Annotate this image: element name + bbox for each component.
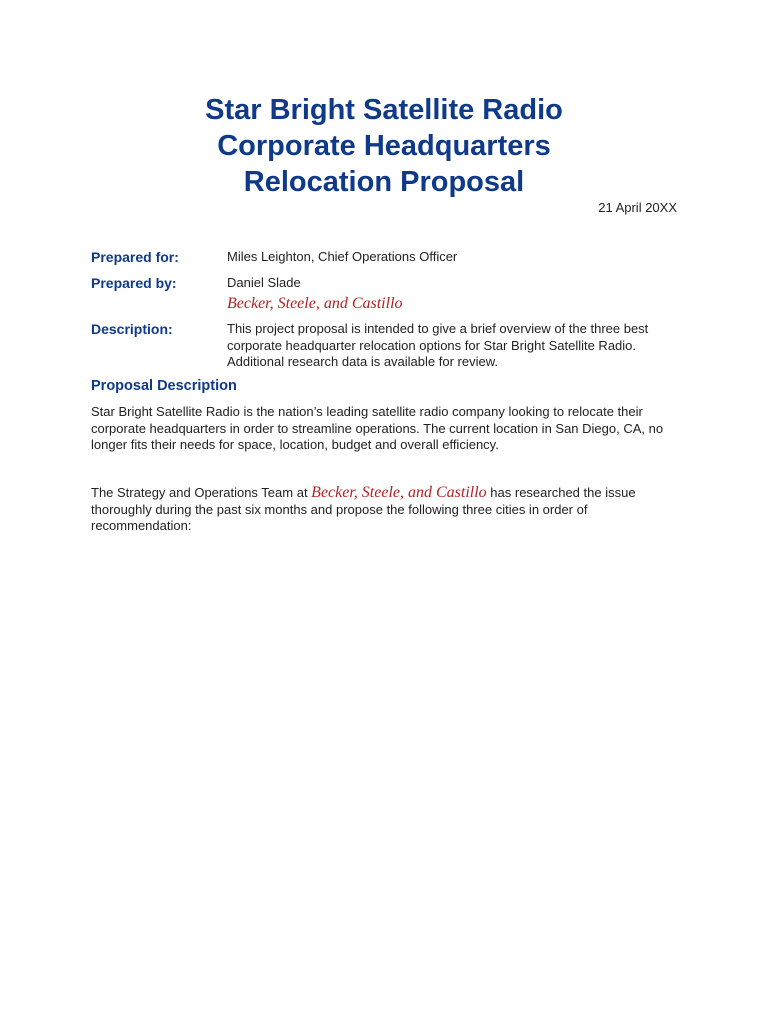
paragraph-2-intro: The Strategy and Operations Team at (91, 485, 312, 500)
title-line-2: Corporate Headquarters (217, 130, 551, 162)
proposal-description-heading: Proposal Description (91, 378, 237, 394)
description-label: Description: (91, 321, 173, 337)
prepared-for-label: Prepared for: (91, 249, 179, 265)
title-line-1: Star Bright Satellite Radio (205, 94, 563, 126)
proposal-paragraph-2 (91, 485, 683, 535)
prepared-by-block (227, 275, 682, 314)
prepared-for-value: Miles Leighton, Chief Operations Officer (227, 249, 458, 264)
document-date: 21 April 20XX (598, 200, 677, 215)
paragraph-2-rest: has researched the issue thoroughly during the past six months and propose the following three cities in order of recommendation: (91, 485, 636, 533)
prepared-by-value: Daniel Slade (227, 275, 301, 290)
description-value: This project proposal is intended to give a brief overview of the three best corporate headquarter relocation options for Star Bright Satellite Radio. Additional research data is available for review. (227, 321, 649, 369)
title-line-3: Relocation Proposal (243, 166, 525, 198)
proposal-paragraph-1: Star Bright Satellite Radio is the nation’s leading satellite radio company looking to relocate their corporate headquarters in order to streamline operations. The current location in San Diego, CA, no longer fits their needs for space, location, budget and overall efficiency. (91, 404, 664, 452)
prepared-by-company: Becker, Steele, and Castillo (227, 294, 403, 312)
prepared-by-label: Prepared by: (91, 275, 177, 291)
document-title (0, 92, 768, 200)
paragraph-2-company: Becker, Steele, and Castillo (311, 484, 487, 501)
